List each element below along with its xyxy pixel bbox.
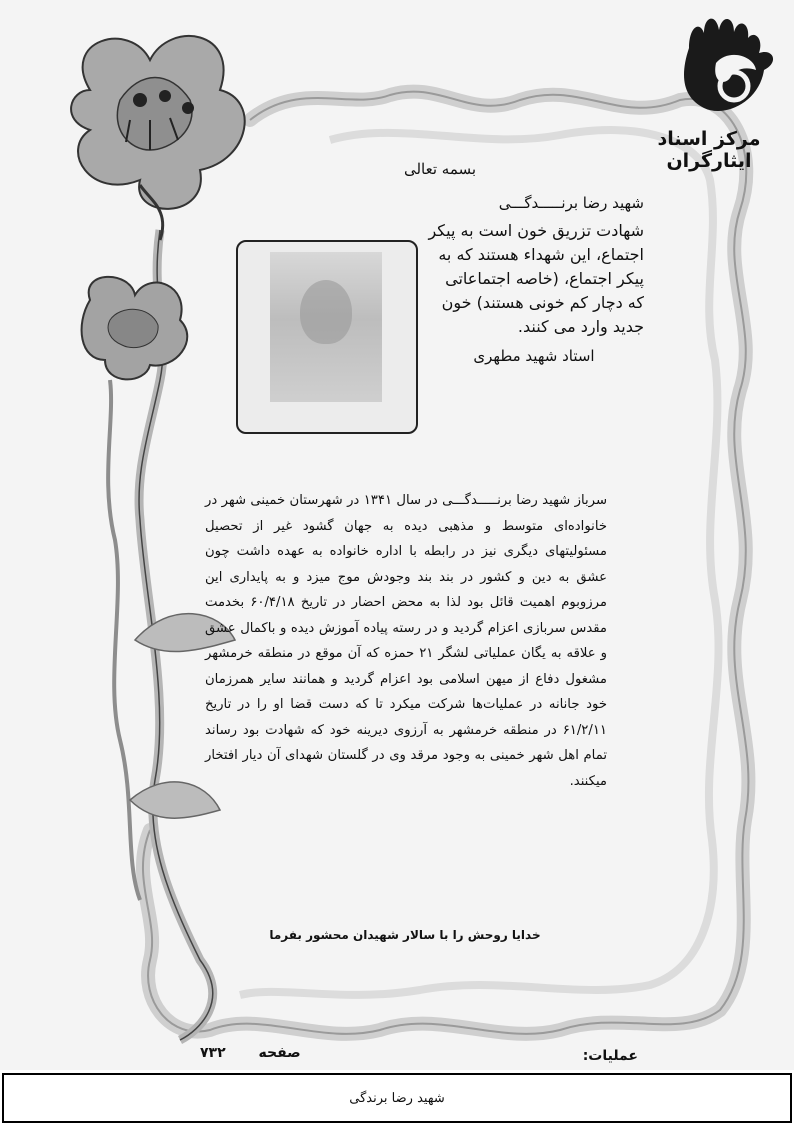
martyr-photo-frame: [236, 240, 418, 434]
biography-text: سرباز شهید رضا برنـــــدگـــی در سال ۱۳۴۱ در شهرستان خمینی شهر در خانواده‌ای متوسط و مذهبی دیده به جهان گشود غیر از تحصیل مسئولیتهای دیگری نیز در رابطه با اداره خانواده به عهده داشت چون عشق به دین و کشور در بند بند وجودش موج میزد و به پایداری این مرزوبوم اهمیت قائل بود لذا به محض احضار در تاریخ ۶۰/۴/۱۸ بخدمت مقدس سربازی اعزام گردید و در رسته پیاده آموزش دیده و باکمال عشق و علاقه به یگان عملیاتی لشگر ۲۱ حمزه که آن موقع در منطقه خرمشهر مشغول دفاع از میهن اسلامی بود اعزام گردید و همانند سایر همرزمان خود جانانه در عملیات‌ها شرکت میکرد تا که دست قضا او را در تاریخ ۶۱/۲/۱۱ در منطقه خرمشهر به آرزوی دیرینه خود که شهادت بود رساند تمام اهل شهر خمینی به وجود مرقد وی در گلستان شهدای آن دیار افتخار میکنند.: [205, 493, 608, 789]
page-number: ۷۳۲: [200, 1045, 226, 1061]
hand-dove-icon: [664, 8, 784, 133]
middle-flower: [82, 277, 188, 380]
operations-label: عملیات:: [582, 1048, 638, 1064]
closing-prayer: خدایا روحش را با سالار شهیدان محشور بفرما: [269, 928, 541, 942]
logo-text: مرکز اسناد ایثارگران: [657, 128, 761, 172]
quote-author: استاد شهید مطهری: [473, 346, 595, 365]
martyr-name: شهید رضا برنـــــدگـــی: [498, 194, 644, 212]
quote-block: [424, 192, 644, 367]
quote-text: شهادت تزریق خون است به پیکر اجتماع، این شهداء هستند که به پیکر اجتماع، (خاصه اجتماعاتی که دچار کم خونی هستند) خون جدید وارد می کنند.: [428, 220, 644, 336]
page-label: صفحه: [258, 1045, 301, 1061]
image-caption: شهید رضا برندگی: [2, 1073, 792, 1123]
top-flower: [71, 36, 245, 240]
martyr-photo: [270, 252, 382, 402]
page-number-area: [200, 1045, 301, 1061]
basmala-heading: بسمه تعالی: [403, 160, 477, 178]
